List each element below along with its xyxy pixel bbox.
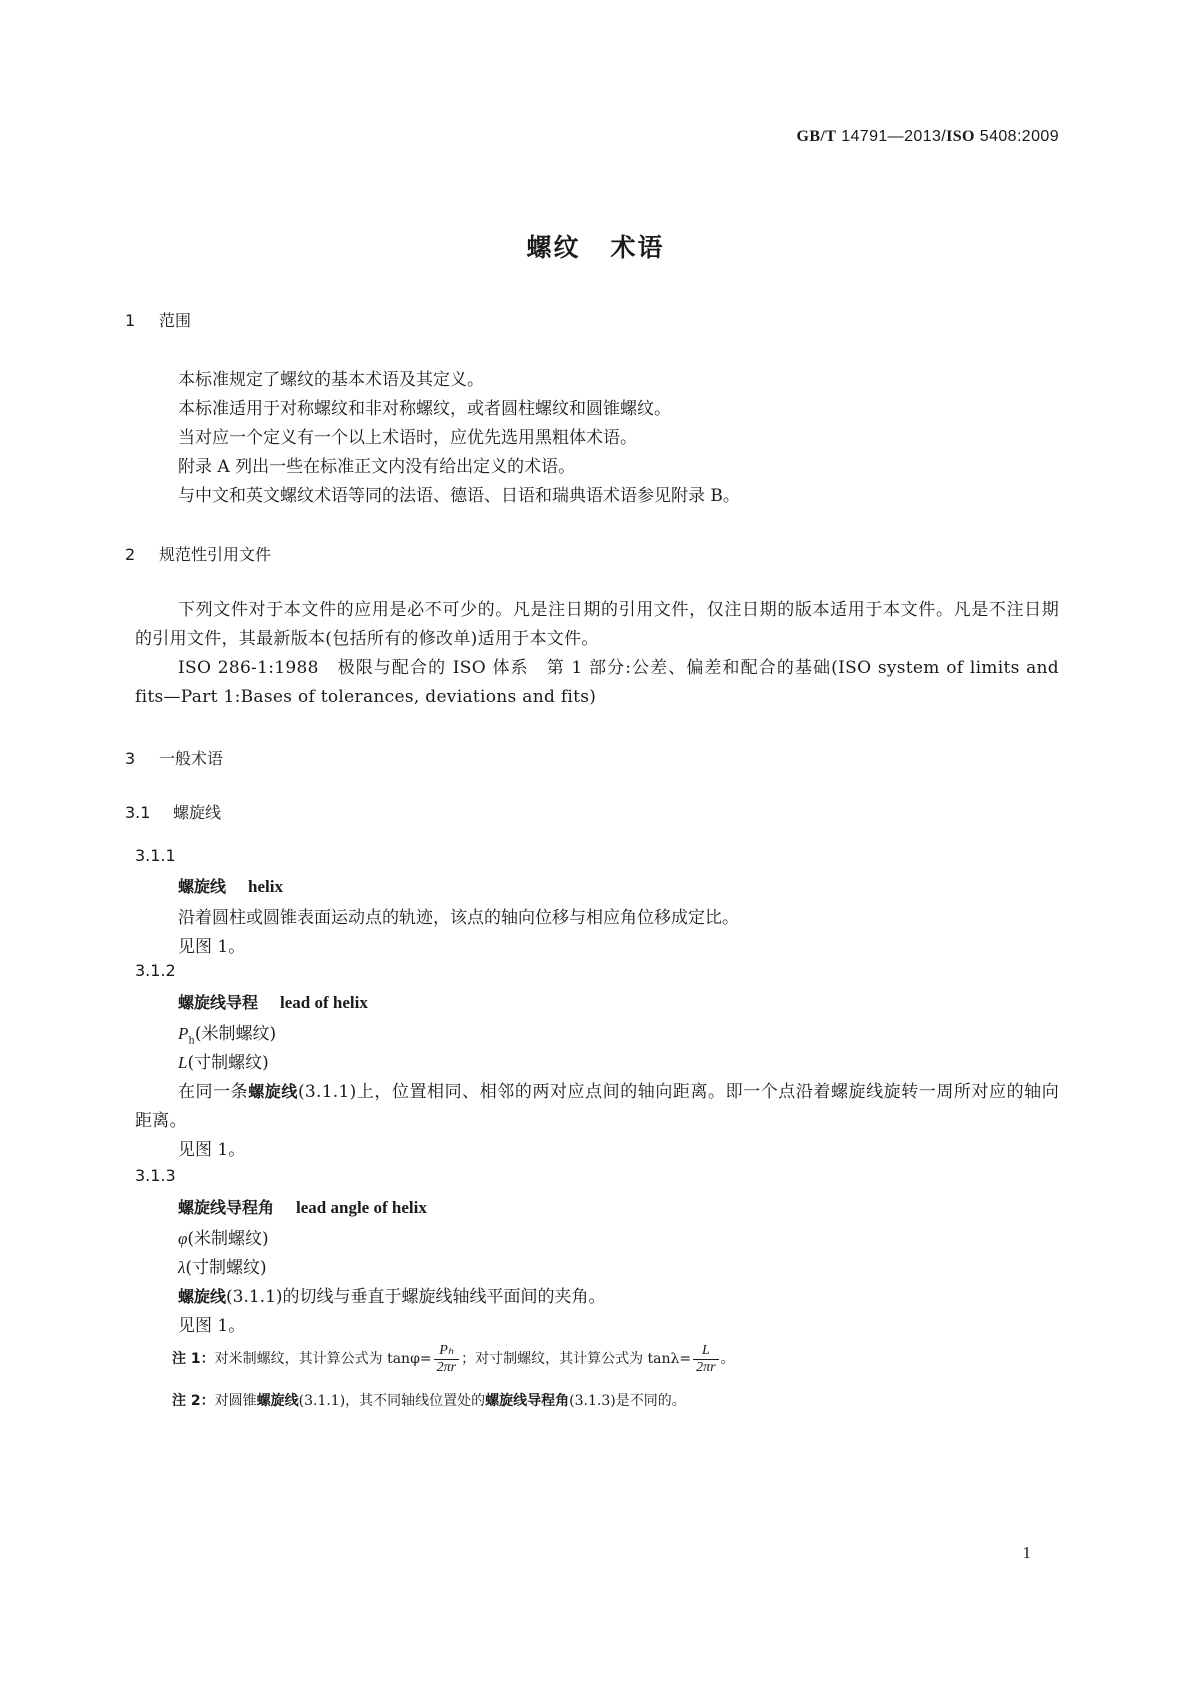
section-title: 一般术语: [159, 749, 224, 768]
section-2-heading: [125, 542, 271, 565]
symbol: P: [178, 1024, 189, 1043]
note-text: ；对寸制螺纹，其计算公式为 tanλ=: [461, 1351, 692, 1367]
note-text: (3.1.1)，其不同轴线位置处的: [298, 1393, 486, 1409]
definition-3-1-2: [135, 1077, 1059, 1136]
term-3-1-1: [178, 874, 283, 897]
iso-label: ISO: [946, 128, 975, 145]
scope-para-5: 与中文和英文螺纹术语等同的法语、德语、日语和瑞典语术语参见附录 B。: [178, 486, 740, 506]
fraction-numerator: Pₕ: [434, 1342, 459, 1360]
definition-3-1-3: [178, 1282, 606, 1307]
page-number: 1: [1022, 1543, 1031, 1562]
section-3-1-heading: [125, 800, 221, 823]
section-number: 1: [125, 311, 136, 330]
page-title: [0, 228, 1191, 264]
definition-3-1-1: 沿着圆柱或圆锥表面运动点的轨迹，该点的轴向位移与相应角位移成定比。: [178, 908, 739, 928]
clause-3-1-3-number: 3.1.3: [135, 1166, 176, 1185]
symbol-label: (寸制螺纹): [185, 1258, 267, 1278]
symbol: λ: [178, 1258, 186, 1277]
def-text: 在同一条: [178, 1082, 249, 1102]
def-term-ref: 螺旋线: [248, 1082, 298, 1101]
note-1: [172, 1342, 735, 1376]
symbol-label: (米制螺纹): [187, 1229, 269, 1249]
symbol-metric: [178, 1224, 269, 1249]
section-number: 3: [125, 749, 136, 768]
scope-para-1: 本标准规定了螺纹的基本术语及其定义。: [178, 370, 484, 390]
section-title: 范围: [159, 311, 192, 330]
term-zh: 螺旋线导程: [178, 993, 259, 1012]
term-en: helix: [248, 877, 283, 896]
fraction-denominator: 2πr: [436, 1360, 457, 1375]
section-number: 2: [125, 545, 136, 564]
fraction-denominator: 2πr: [696, 1359, 716, 1375]
symbol-subscript: h: [188, 1035, 195, 1047]
scope-para-2: 本标准适用于对称螺纹和非对称螺纹，或者圆柱螺纹和圆锥螺纹。: [178, 399, 671, 419]
normative-para-1: 下列文件对于本文件的应用是必不可少的。凡是注日期的引用文件，仅注日期的版本适用于本文件。凡是不注日期的引用文件，其最新版本(包括所有的修改单)适用于本文件。: [135, 600, 1059, 649]
standard-header: [796, 128, 1059, 146]
note-text: 对米制螺纹，其计算公式为 tanφ=: [214, 1351, 432, 1367]
def-text: (3.1.1)的切线与垂直于螺旋线轴线平面间的夹角。: [226, 1287, 606, 1307]
term-3-1-2: [178, 990, 368, 1013]
term-en: lead of helix: [280, 993, 368, 1012]
section-number: 3.1: [125, 803, 151, 822]
title-part1: 螺纹: [526, 233, 581, 262]
note-2: [172, 1390, 686, 1410]
term-zh: 螺旋线导程角: [178, 1198, 275, 1217]
section-3-heading: [125, 746, 223, 769]
section-title: 螺旋线: [173, 803, 222, 822]
note-text: (3.1.3)是不同的。: [569, 1393, 686, 1409]
title-part2: 术语: [610, 233, 665, 262]
symbol-label: (寸制螺纹): [187, 1053, 269, 1073]
symbol: φ: [178, 1229, 188, 1248]
note-label: 注 1：: [172, 1351, 215, 1367]
scope-para-3: 当对应一个定义有一个以上术语时，应优先选用黑粗体术语。: [178, 428, 637, 448]
term-en: lead angle of helix: [296, 1198, 427, 1217]
def-text: (3.1.1)上，位置相同、相邻的两对应点间的轴向距离。即一个点沿着螺旋线旋转一周所对应的轴向距离。: [135, 1082, 1059, 1131]
symbol: L: [178, 1053, 188, 1072]
def-term-ref: 螺旋线: [178, 1287, 227, 1306]
symbol-inch: [178, 1253, 267, 1278]
see-figure-3-1-2: 见图 1。: [178, 1140, 246, 1160]
see-figure-3-1-3: 见图 1。: [178, 1316, 246, 1336]
symbol-inch: [178, 1048, 269, 1073]
section-title: 规范性引用文件: [159, 545, 272, 564]
note-term-ref: 螺旋线: [256, 1393, 299, 1409]
clause-3-1-1-number: 3.1.1: [135, 846, 176, 865]
formula-fraction-inch: [693, 1343, 718, 1376]
see-figure-3-1-1: 见图 1。: [178, 937, 246, 957]
iso-number: 5408:2009: [979, 128, 1059, 145]
note-text: 对圆锥: [214, 1393, 257, 1409]
term-zh: 螺旋线: [178, 877, 227, 896]
symbol-label: (米制螺纹): [194, 1024, 277, 1044]
note-text: 。: [720, 1351, 735, 1367]
section-1-heading: [125, 308, 191, 331]
term-3-1-3: [178, 1195, 427, 1218]
normative-reference: ISO 286-1:1988 极限与配合的 ISO 体系 第 1 部分:公差、偏差和配合的基础(ISO system of limits and fits—Part 1:Bases of tolerances, deviations and fits): [135, 658, 1059, 707]
formula-fraction-metric: [434, 1342, 459, 1376]
clause-3-1-2-number: 3.1.2: [135, 961, 176, 980]
standard-id: GB/T: [796, 128, 837, 145]
note-term-ref: 螺旋线导程角: [485, 1393, 570, 1409]
scope-para-4: 附录 A 列出一些在标准正文内没有给出定义的术语。: [178, 457, 576, 477]
standard-numbers: 14791—2013/: [841, 128, 947, 145]
fraction-numerator: L: [693, 1343, 718, 1360]
symbol-metric: [178, 1019, 276, 1046]
note-label: 注 2：: [172, 1393, 215, 1409]
